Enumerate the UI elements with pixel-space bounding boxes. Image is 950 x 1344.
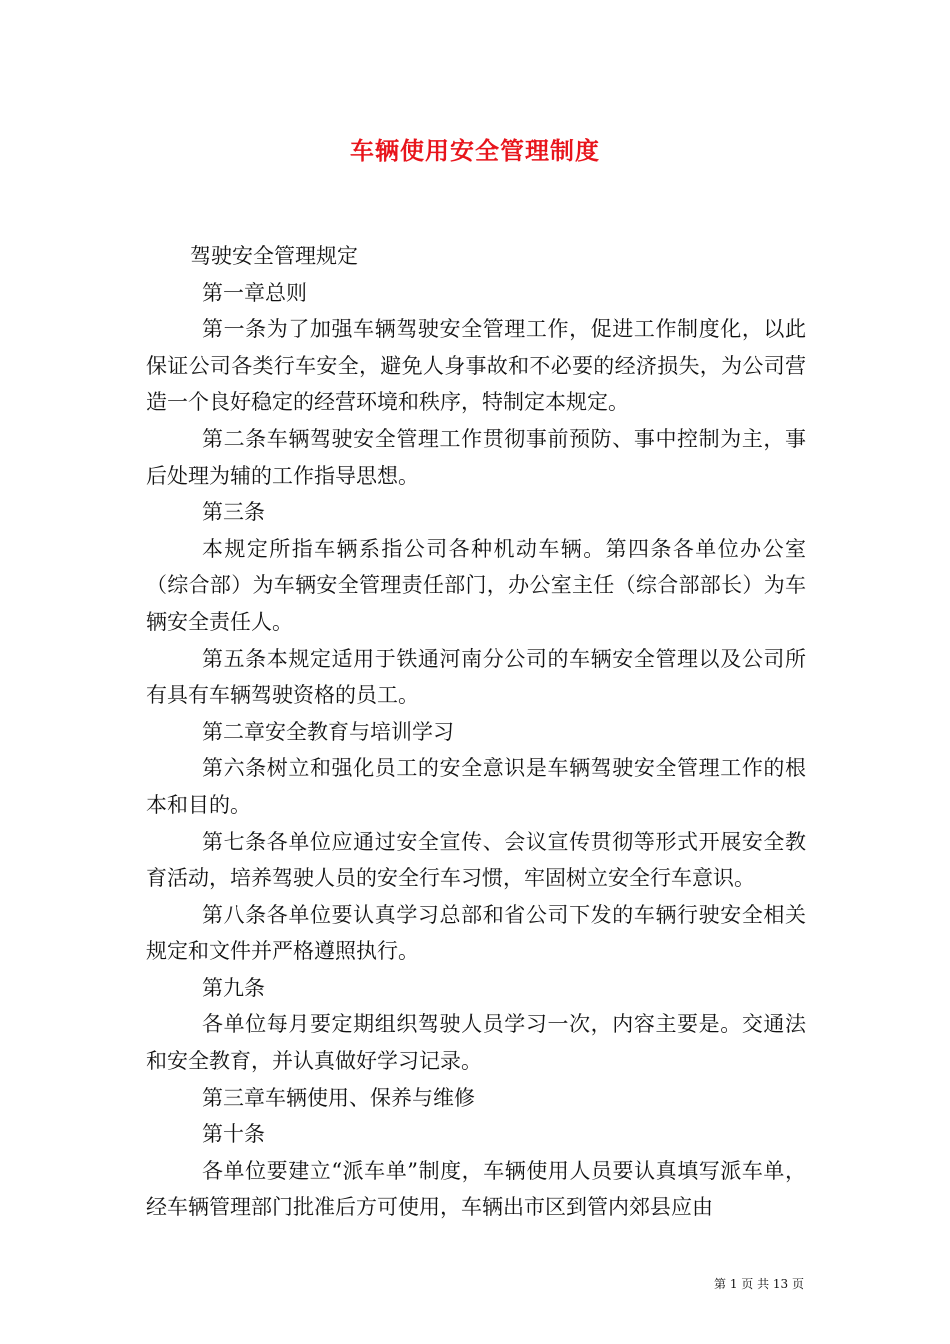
article-paragraph: 本规定所指车辆系指公司各种机动车辆。第四条各单位办公室（综合部）为车辆安全管理责任部门，办公室主任（综合部部长）为车辆安全责任人。 (146, 536, 806, 634)
article-paragraph: 第二条车辆驾驶安全管理工作贯彻事前预防、事中控制为主，事后处理为辅的工作指导思想。 (146, 426, 806, 488)
article-paragraph: 各单位要建立“派车单”制度，车辆使用人员要认真填写派车单，经车辆管理部门批准后方可使用，车辆出市区到管内郊县应由 (146, 1158, 806, 1220)
chapter-heading: 第二章安全教育与培训学习 (202, 719, 454, 744)
page-number-footer: 第 1 页 共 13 页 (714, 1277, 804, 1291)
chapter-heading: 第一章总则 (202, 280, 307, 305)
document-title: 车辆使用安全管理制度 (350, 136, 600, 165)
article-paragraph: 各单位每月要定期组织驾驶人员学习一次，内容主要是。交通法和安全教育，并认真做好学习记录。 (146, 1012, 806, 1074)
section-heading: 驾驶安全管理规定 (190, 244, 358, 268)
article-heading: 第十条 (202, 1122, 265, 1147)
article-paragraph: 第五条本规定适用于铁通河南分公司的车辆安全管理以及公司所有具有车辆驾驶资格的员工。 (146, 646, 806, 708)
article-heading: 第三条 (202, 500, 265, 525)
article-paragraph: 第八条各单位要认真学习总部和省公司下发的车辆行驶安全相关规定和文件并严格遵照执行。 (146, 902, 806, 964)
article-heading: 第九条 (202, 975, 265, 1000)
article-paragraph: 第七条各单位应通过安全宣传、会议宣传贯彻等形式开展安全教育活动，培养驾驶人员的安全行车习惯，牢固树立安全行车意识。 (146, 829, 806, 891)
document-body (146, 238, 806, 1226)
chapter-heading: 第三章车辆使用、保养与维修 (202, 1085, 475, 1110)
article-paragraph: 第一条为了加强车辆驾驶安全管理工作，促进工作制度化，以此保证公司各类行车安全，避免人身事故和不必要的经济损失，为公司营造一个良好稳定的经营环境和秩序，特制定本规定。 (146, 317, 806, 415)
article-paragraph: 第六条树立和强化员工的安全意识是车辆驾驶安全管理工作的根本和目的。 (146, 756, 806, 817)
